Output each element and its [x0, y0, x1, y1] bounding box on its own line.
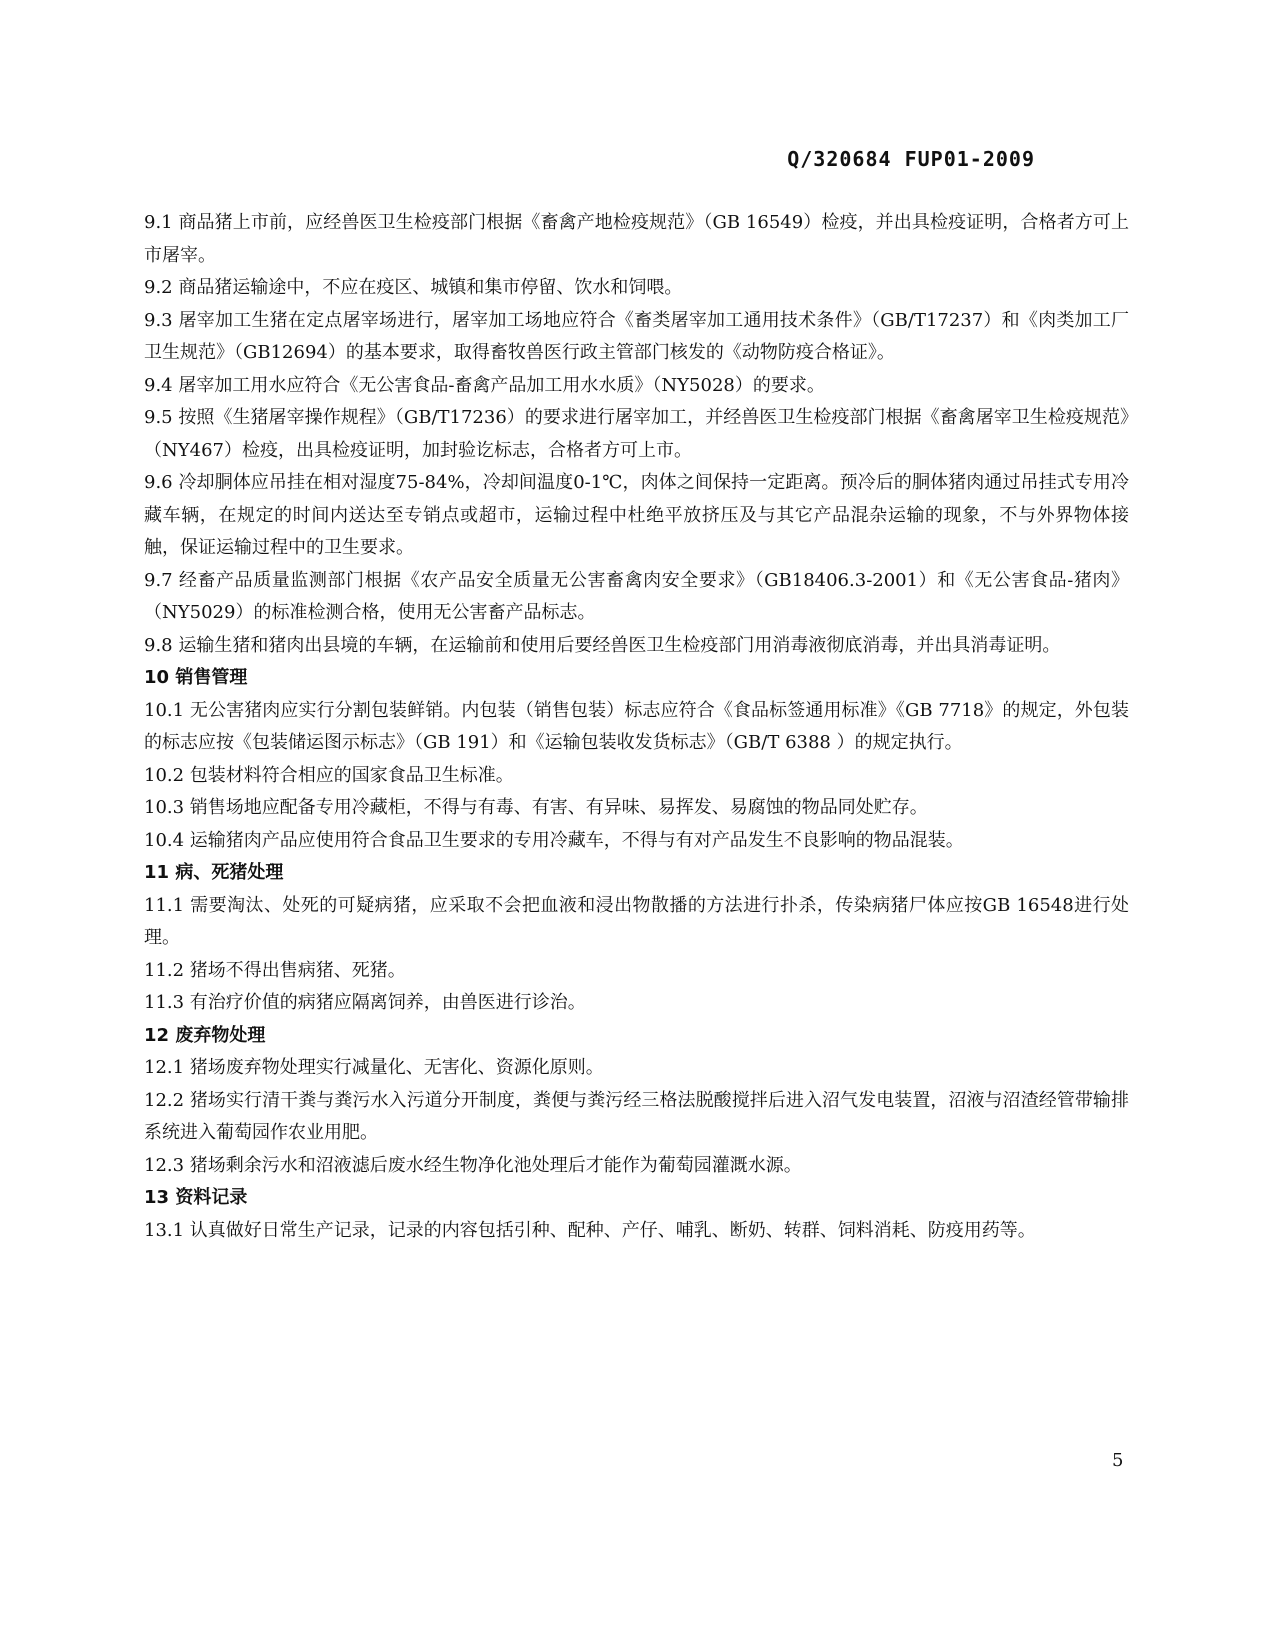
document-body [144, 207, 1129, 1247]
clause-9-2: 9.2 商品猪运输途中，不应在疫区、城镇和集市停留、饮水和饲喂。 [144, 277, 683, 298]
section-heading-10: 10 销售管理 [144, 667, 248, 688]
document-code: Q/320684 FUP01-2009 [787, 147, 1035, 171]
clause-12-1: 12.1 猪场废弃物处理实行减量化、无害化、资源化原则。 [144, 1057, 604, 1078]
clause-9-7: 9.7 经畜产品质量监测部门根据《农产品安全质量无公害畜禽肉安全要求》（GB18406.3-2001）和《无公害食品-猪肉》（NY5029）的标准检测合格，使用无公害畜产品标志。 [144, 569, 1129, 623]
clause-13-1: 13.1 认真做好日常生产记录，记录的内容包括引种、配种、产仔、哺乳、断奶、转群、饲料消耗、防疫用药等。 [144, 1219, 1036, 1241]
clause-9-5: 9.5 按照《生猪屠宰操作规程》（GB/T17236）的要求进行屠宰加工，并经兽医卫生检疫部门根据《畜禽屠宰卫生检疫规范》（NY467）检疫，出具检疫证明，加封验讫标志，合格者方可上市。 [144, 407, 1129, 461]
clause-10-4: 10.4 运输猪肉产品应使用符合食品卫生要求的专用冷藏车，不得与有对产品发生不良影响的物品混装。 [144, 829, 964, 851]
clause-10-1: 10.1 无公害猪肉应实行分割包装鲜销。内包装（销售包装）标志应符合《食品标签通用标准》《GB 7718》的规定，外包装的标志应按《包装储运图示标志》（GB 191）和《运输包装收发货标志》（GB/T 6388 ）的规定执行。 [144, 699, 1129, 753]
clause-10-2: 10.2 包装材料符合相应的国家食品卫生标准。 [144, 764, 514, 786]
clause-12-2: 12.2 猪场实行清干粪与粪污水入污道分开制度，粪便与粪污经三格法脱酸搅拌后进入沼气发电装置，沼液与沼渣经管带输排系统进入葡萄园作农业用肥。 [144, 1089, 1129, 1143]
page-number: 5 [1112, 1450, 1124, 1471]
section-heading-12: 12 废弃物处理 [144, 1024, 266, 1046]
clause-9-6: 9.6 冷却胴体应吊挂在相对湿度75-84%，冷却间温度0-1℃，肉体之间保持一定距离。预冷后的胴体猪肉通过吊挂式专用冷藏车辆，在规定的时间内送达至专销点或超市，运输过程中杜绝平放挤压及与其它产品混杂运输的现象，不与外界物体接触，保证运输过程中的卫生要求。 [144, 472, 1129, 558]
clause-9-3: 9.3 屠宰加工生猪在定点屠宰场进行，屠宰加工场地应符合《畜类屠宰加工通用技术条件》（GB/T17237）和《肉类加工厂卫生规范》（GB12694）的基本要求，取得畜牧兽医行政主管部门核发的《动物防疫合格证》。 [144, 309, 1129, 363]
section-heading-13: 13 资料记录 [144, 1187, 248, 1208]
clause-11-1: 11.1 需要淘汰、处死的可疑病猪，应采取不会把血液和浸出物散播的方法进行扑杀，传染病猪尸体应按GB 16548进行处理。 [144, 894, 1129, 948]
clause-9-8: 9.8 运输生猪和猪肉出县境的车辆，在运输前和使用后要经兽医卫生检疫部门用消毒液彻底消毒，并出具消毒证明。 [144, 634, 1061, 656]
clause-11-3: 11.3 有治疗价值的病猪应隔离饲养，由兽医进行诊治。 [144, 992, 586, 1013]
clause-9-1: 9.1 商品猪上市前，应经兽医卫生检疫部门根据《畜禽产地检疫规范》（GB 16549）检疫，并出具检疫证明，合格者方可上市屠宰。 [144, 212, 1129, 266]
clause-12-3: 12.3 猪场剩余污水和沼液滤后废水经生物净化池处理后才能作为葡萄园灌溉水源。 [144, 1154, 802, 1176]
clause-11-2: 11.2 猪场不得出售病猪、死猪。 [144, 959, 406, 981]
clause-9-4: 9.4 屠宰加工用水应符合《无公害食品-畜禽产品加工用水水质》（NY5028）的要求。 [144, 374, 825, 396]
clause-10-3: 10.3 销售场地应配备专用冷藏柜，不得与有毒、有害、有异味、易挥发、易腐蚀的物品同处贮存。 [144, 797, 928, 818]
section-heading-11: 11 病、死猪处理 [144, 862, 284, 883]
